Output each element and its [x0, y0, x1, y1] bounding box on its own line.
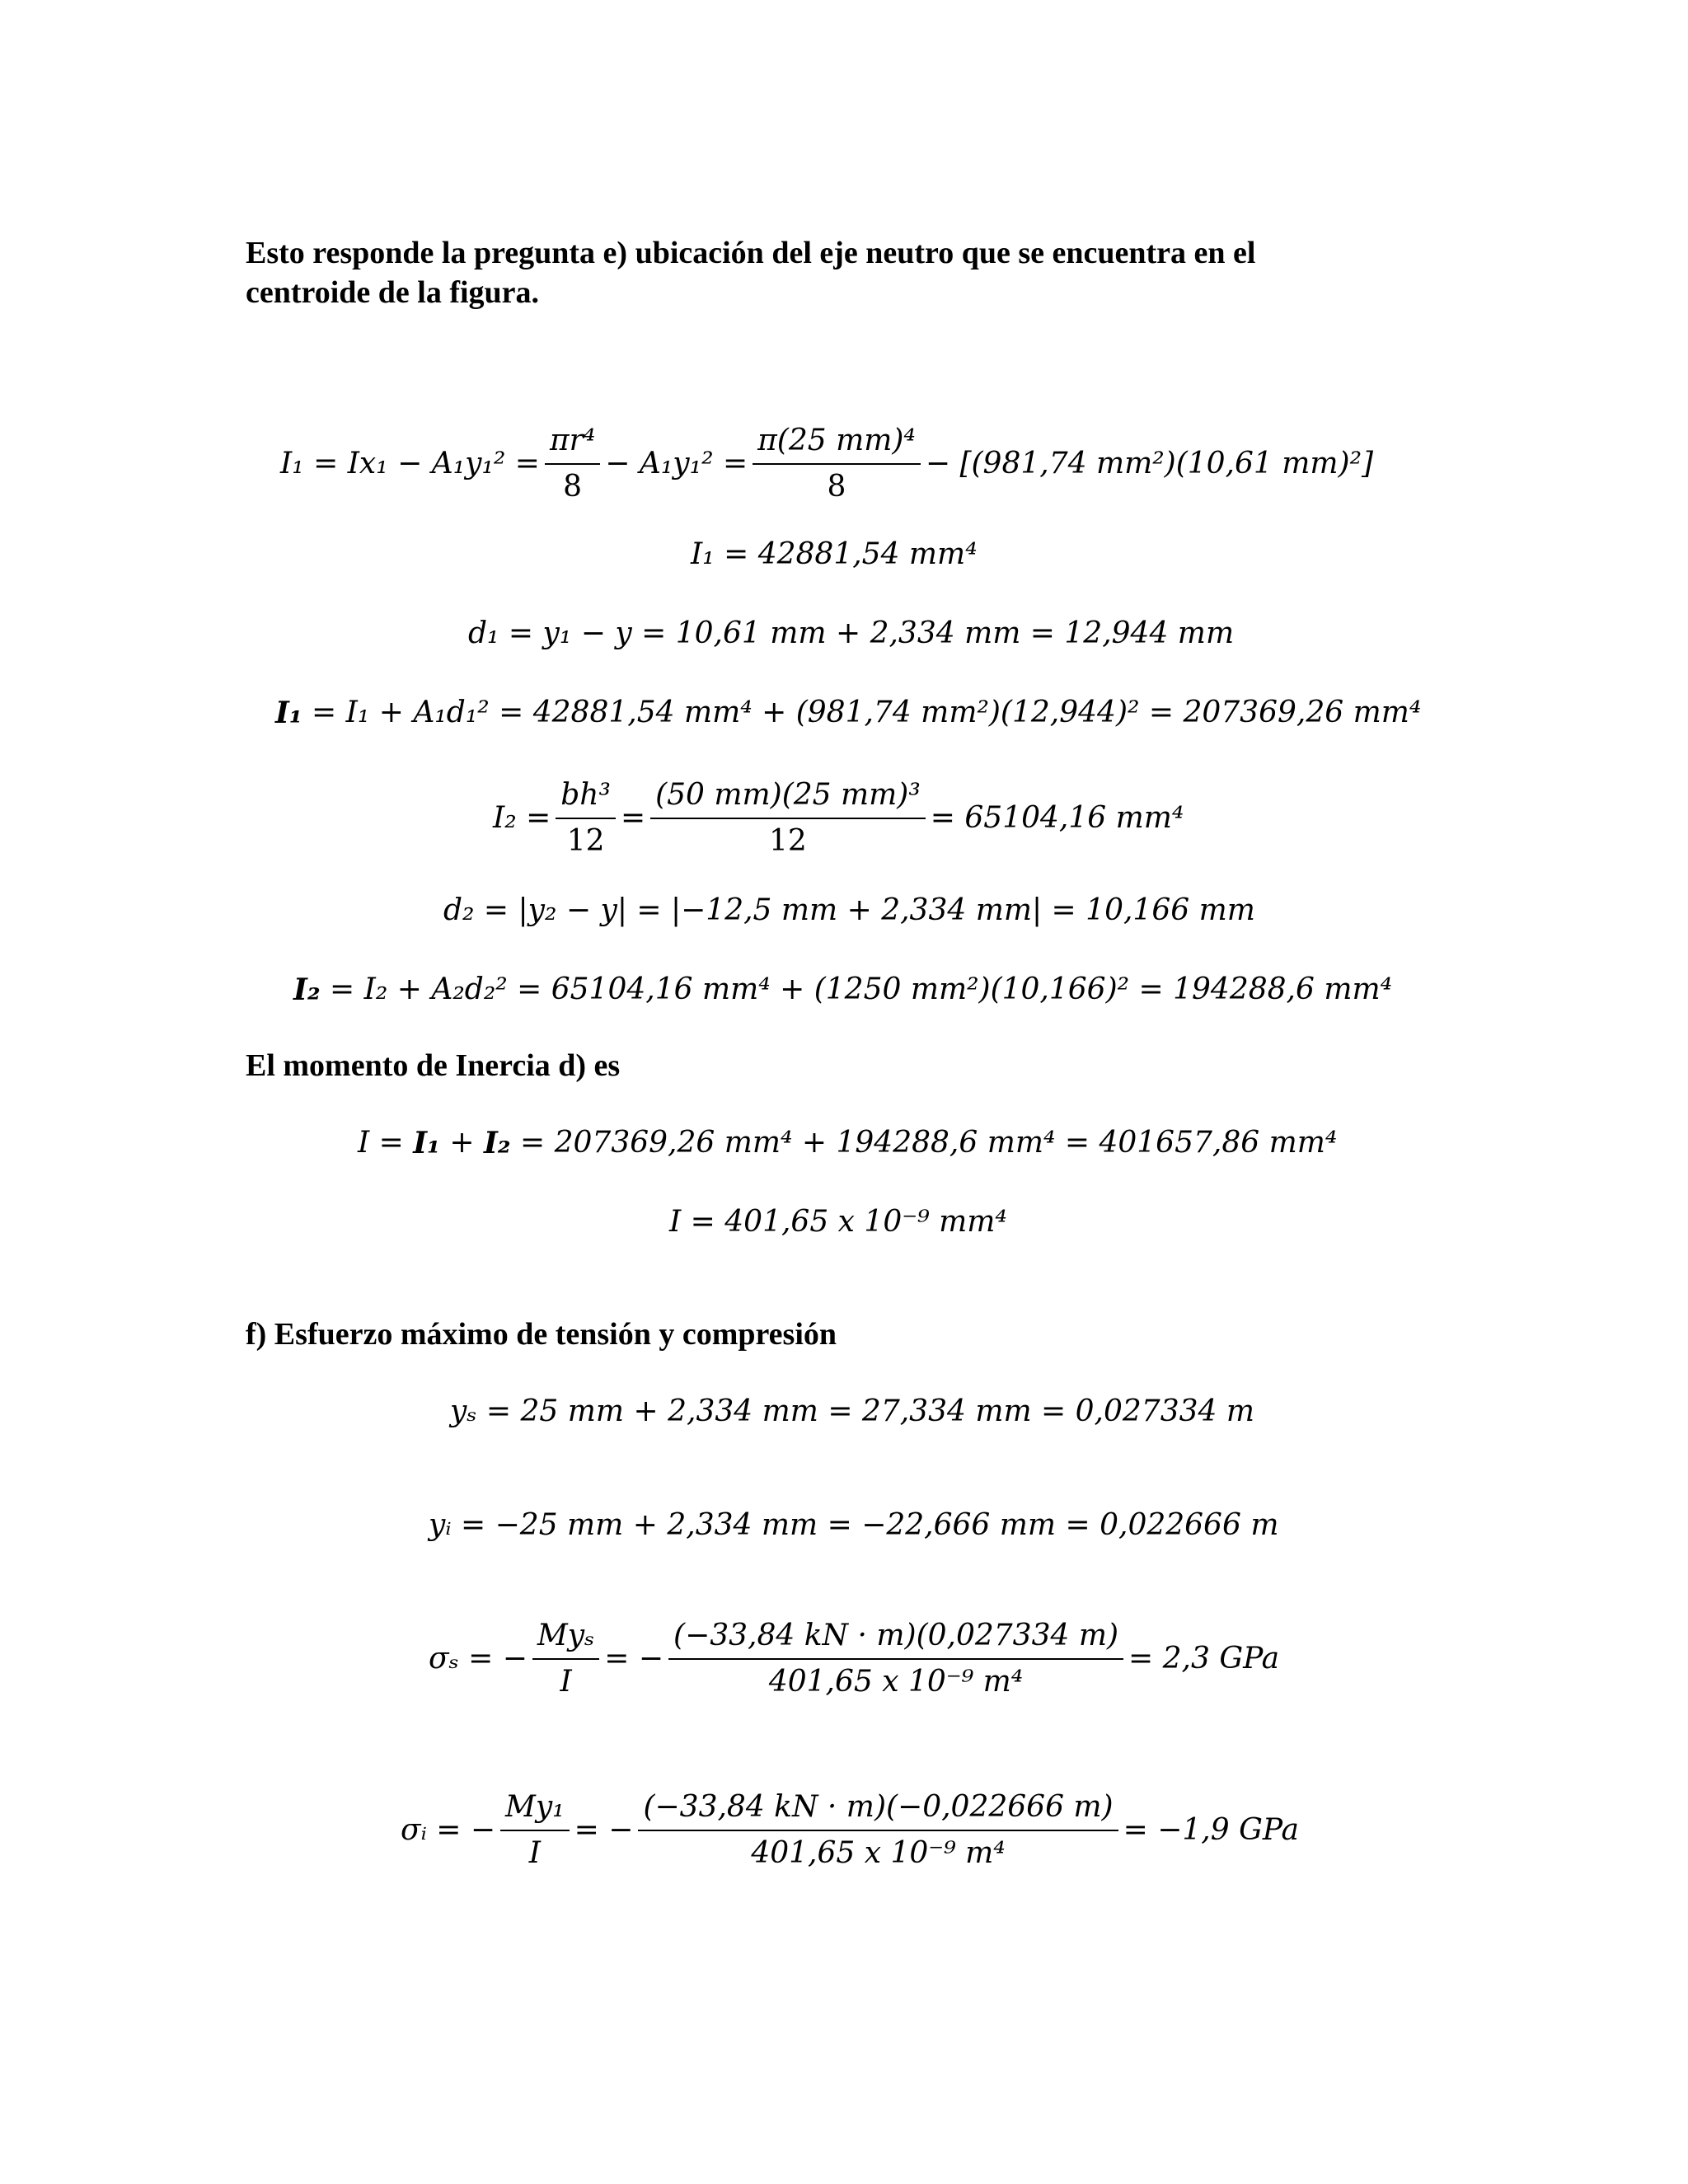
eq8-plus: +: [439, 1126, 484, 1160]
eq13-mid: = −: [574, 1813, 634, 1847]
eq5-fraction-1-numerator: bh³: [556, 776, 616, 819]
eq12-fraction-2: [668, 1617, 1123, 1701]
paragraph-f: f) Esfuerzo máximo de tensión y compresión: [246, 1317, 837, 1352]
eq13-fraction-1-numerator: My₁: [500, 1788, 570, 1831]
eq8-text: = 207369,26 mm⁴ + 194288,6 mm⁴ = 401657,86 mm⁴: [510, 1126, 1338, 1160]
paragraph-d: El momento de Inercia d) es: [246, 1048, 621, 1083]
eq8-bold-i2: I₂: [483, 1126, 511, 1160]
eq12-lhs: σₛ = −: [429, 1642, 528, 1675]
eq11-text: yᵢ = −25 mm + 2,334 mm = −22,666 mm = 0,022666 m: [429, 1508, 1279, 1542]
eq1-rhs: − [(981,74 mm²)(10,61 mm)²]: [925, 447, 1374, 480]
eq1-fraction-2: [753, 422, 921, 506]
eq12-fraction-1-numerator: Myₛ: [532, 1617, 599, 1660]
eq1-fraction-1-numerator: πr⁴: [545, 422, 600, 465]
eq1-fraction-2-denominator: 8: [827, 470, 846, 504]
eq5-fraction-2-numerator: (50 mm)(25 mm)³: [650, 776, 926, 819]
eq5-mid: =: [620, 801, 646, 835]
paragraph-e-line-1: Esto responde la pregunta e) ubicación del eje neutro que se encuentra en el: [246, 236, 1256, 270]
eq1-lhs: I₁ = Ix₁ − A₁y₁² =: [280, 447, 540, 480]
eq13-fraction-2: [638, 1788, 1118, 1872]
eq13-fraction-2-denominator: 401,65 x 10⁻⁹ m⁴: [751, 1836, 1006, 1870]
eq13-lhs: σᵢ = −: [401, 1813, 496, 1847]
eq1-mid: − A₁y₁² =: [605, 447, 748, 480]
eq5-lhs: I₂ =: [493, 801, 551, 835]
eq5-fraction-1-denominator: 12: [566, 824, 605, 858]
eq6-text: d₂ = |y₂ − y| = |−12,5 mm + 2,334 mm| = 10,166 mm: [443, 893, 1255, 927]
eq13-fraction-1: [500, 1788, 570, 1872]
eq12-rhs: = 2,3 GPa: [1128, 1642, 1280, 1675]
eq12-fraction-2-denominator: 401,65 x 10⁻⁹ m⁴: [768, 1665, 1024, 1699]
eq5-fraction-2: [650, 776, 926, 860]
eq12-fraction-2-numerator: (−33,84 kN · m)(0,027334 m): [668, 1617, 1123, 1660]
eq9-text: I = 401,65 x 10⁻⁹ mm⁴: [669, 1205, 1007, 1239]
eq1-fraction-1: [545, 422, 600, 506]
eq5-fraction-1: [556, 776, 616, 860]
eq12-fraction-1-denominator: I: [560, 1665, 572, 1699]
eq8-bold-i1: I₁: [413, 1126, 440, 1160]
eq13-fraction-2-numerator: (−33,84 kN · m)(−0,022666 m): [638, 1788, 1118, 1831]
eq7-bold-symbol: I₂: [293, 972, 321, 1007]
paragraph-e-line-2: centroide de la figura.: [246, 275, 540, 310]
eq13-rhs: = −1,9 GPa: [1123, 1813, 1299, 1847]
eq3-text: d₁ = y₁ − y = 10,61 mm + 2,334 mm = 12,944 mm: [468, 616, 1235, 650]
eq10-text: yₛ = 25 mm + 2,334 mm = 27,334 mm = 0,027334 m: [450, 1394, 1255, 1428]
eq7-text: = I₂ + A₂d₂² = 65104,16 mm⁴ + (1250 mm²)(10,166)² = 194288,6 mm⁴: [320, 972, 1393, 1006]
eq12-fraction-1: [532, 1617, 599, 1701]
eq1-fraction-1-denominator: 8: [563, 470, 583, 504]
eq4-text: = I₁ + A₁d₁² = 42881,54 mm⁴ + (981,74 mm²)(12,944)² = 207369,26 mm⁴: [302, 696, 1422, 729]
eq5-fraction-2-denominator: 12: [769, 824, 807, 858]
eq1-fraction-2-numerator: π(25 mm)⁴: [753, 422, 921, 465]
eq5-rhs: = 65104,16 mm⁴: [930, 801, 1184, 835]
eq12-mid: = −: [604, 1642, 664, 1675]
eq8-pre: I =: [358, 1126, 414, 1160]
eq4-bold-symbol: I₁: [275, 696, 302, 730]
eq13-fraction-1-denominator: I: [528, 1836, 541, 1870]
eq2-text: I₁ = 42881,54 mm⁴: [691, 537, 978, 571]
